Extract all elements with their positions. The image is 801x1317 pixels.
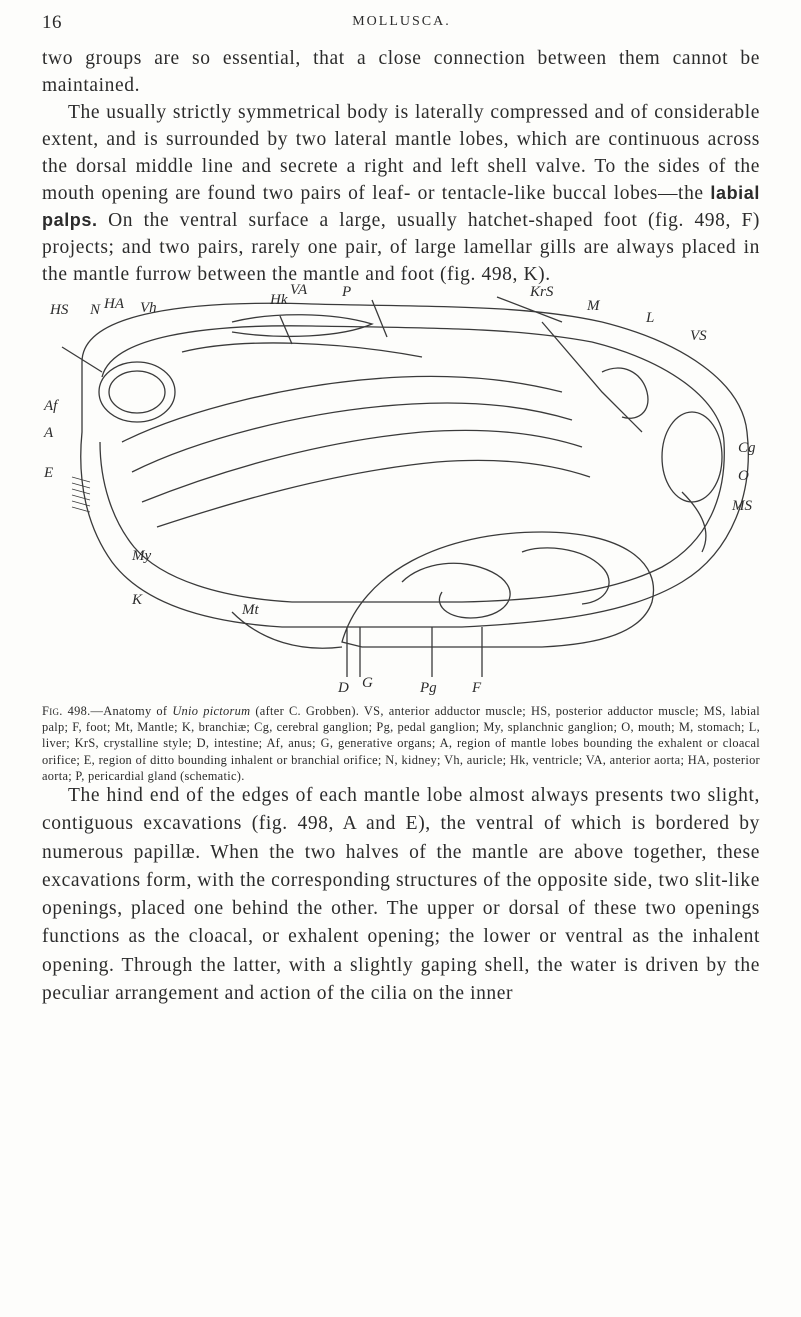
body-text-bottom — [42, 782, 760, 1008]
anterior-adductor — [662, 412, 722, 502]
caption-fig-label: Fig. 498. — [42, 704, 91, 718]
mantle-outline — [81, 303, 749, 627]
anatomy-diagram — [42, 282, 758, 702]
label-vh: Vh — [140, 300, 157, 316]
label-ha: HA — [104, 296, 124, 312]
paragraph-mantle-openings: The hind end of the edges of each mantle lobe almost always presents two slight, contiguous excavations (fig. 498, A and E), the ventral of which is bordered by numerous papillæ. When the two halves of the mantle are above together, these excavations form, with the corresponding structures of the opposite side, two slit-like openings, placed one behind the other. The upper or dorsal of these two openings functions as the cloacal, or exhalent opening; the lower or ventral as the inhalent opening. Through the latter, with a slightly gaping shell, the water is driven by the peculiar arrangement and action of the cilia on the inner — [42, 785, 760, 1005]
label-l: L — [646, 310, 655, 326]
label-k: K — [132, 592, 143, 608]
caption-text: (after C. Grobben). VS, anterior adductor muscle; HS, posterior adductor muscle; MS, labial palp; F, foot; Mt, Mantle; K, branchiæ; Cg, cerebral ganglion; Pg, pedal ganglion; My, splanchnic ganglion; O, mouth; M, stomach; L, liver; KrS, crystalline style; D, intestine; Af, anus; G, generative organs; A, region of mantle lobes bounding the exhalent or cloacal orifice; E, region of ditto bounding inhalent or branchial orifice; N, kidney; Vh, auricle; Hk, ventricle; VA, anterior aorta; HA, posterior aorta; P, pericardial gland (schematic). — [42, 704, 760, 783]
label-n: N — [90, 302, 101, 318]
label-a: A — [44, 425, 54, 441]
kidney — [182, 343, 422, 357]
label-e: E — [44, 465, 54, 481]
label-pg: Pg — [420, 680, 437, 696]
label-p: P — [342, 284, 352, 300]
page-header — [42, 12, 761, 36]
label-f: F — [472, 680, 482, 696]
label-g: G — [362, 675, 373, 691]
label-my: My — [132, 548, 152, 564]
label-vs: VS — [690, 328, 707, 344]
figure-unio-anatomy — [42, 282, 758, 702]
label-krs: KrS — [530, 284, 554, 300]
label-ms: MS — [732, 498, 752, 514]
label-d: D — [338, 680, 349, 696]
intestine — [402, 563, 510, 618]
body-text-top — [42, 45, 760, 288]
caption-title: —Anatomy of — [90, 704, 173, 718]
label-cg: Cg — [738, 440, 756, 456]
paragraph-text-b: On the ventral surface a large, usually hatchet-shaped foot (fig. 498, F) projects; and two pairs, rarely one pair, of large lamellar gills are always placed in the mantle furrow between the mantle and foot (fig. 498, K). — [42, 210, 760, 285]
label-hk: Hk — [270, 292, 288, 308]
label-af: Af — [44, 398, 58, 414]
label-m: M — [587, 298, 600, 314]
gill-lamellae — [122, 376, 562, 442]
label-hs: HS — [50, 302, 69, 318]
paragraph-continuation: two groups are so essential, that a close connection between them cannot be maintained. — [42, 48, 760, 96]
page-number: 16 — [42, 12, 62, 33]
label-mt: Mt — [242, 602, 259, 618]
figure-caption — [42, 703, 760, 784]
caption-species: Unio pictorum — [172, 704, 251, 718]
label-va: VA — [290, 282, 308, 298]
paragraph-text-a: The usually strictly symmetrical body is laterally compressed and of considerable extent, and is surrounded by two lateral mantle lobes, which are continuous across the dorsal middle line and secrete a right and left shell valve. To the sides of the mouth opening are found two pairs of leaf- or tentacle-like buccal lobes—the — [42, 102, 760, 204]
papillae-region — [72, 477, 90, 512]
running-head: MOLLUSCA. — [352, 14, 451, 29]
term-labial-palps: labial palps. — [42, 183, 760, 230]
paragraph-body-description — [42, 99, 760, 288]
label-o: O — [738, 468, 749, 484]
